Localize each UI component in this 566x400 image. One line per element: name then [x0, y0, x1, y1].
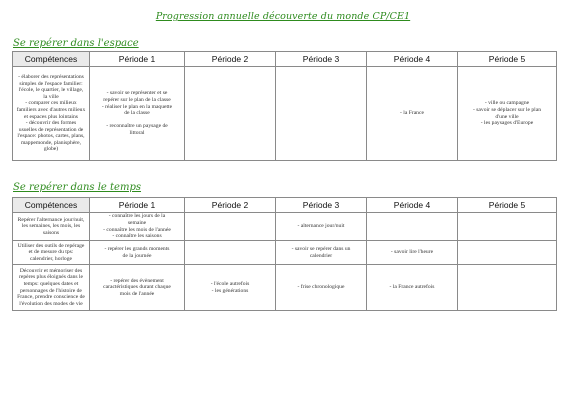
header-periode-1: Période 1	[90, 198, 185, 213]
cell-text-line: l'espace: photos, cartes, plans,	[17, 133, 85, 140]
cell-text-line: - repérer des évènement	[110, 277, 164, 284]
cell-periode-4	[367, 265, 458, 311]
cell-text-line: l'évolution des modes de vie	[19, 300, 83, 307]
cell-text-line: temps: quelques dates et	[23, 280, 79, 287]
cell-competence	[13, 265, 90, 311]
header-periode-3: Période 3	[276, 52, 367, 67]
cell-text-line: - la France	[400, 110, 424, 117]
header-periode-1: Période 1	[90, 52, 185, 67]
cell-text-line: - savoir se représenter et se	[106, 90, 168, 97]
cell-text-line: familiers avec d'autres milieux	[16, 106, 86, 113]
cell-text-line: - l'école autrefois	[210, 280, 250, 287]
cell-text-line: - connaître les jours de la	[108, 213, 166, 220]
cell-text-line: Découvrir et mémoriser des	[19, 267, 83, 274]
cell-competence	[13, 67, 90, 161]
table-row	[13, 67, 557, 161]
cell-text-line: repères plus éloignés dans le	[19, 274, 83, 281]
cell-text-line: - découvrir des formes	[25, 120, 77, 127]
cell-competence	[13, 241, 90, 265]
table-temps	[12, 197, 557, 311]
cell-text-line: Repérer l'alternance jour/nuit,	[17, 216, 85, 223]
cell-text-line: l'école, le quartier, le village,	[18, 87, 84, 94]
cell-competence	[13, 213, 90, 241]
cell-periode-1	[90, 67, 185, 161]
cell-periode-5	[458, 241, 557, 265]
cell-text-line: saisons	[42, 229, 60, 236]
cell-text-line: repérer sur le plan de la classe	[103, 97, 171, 104]
cell-text-line: - savoir lire l'heure	[390, 249, 434, 256]
cell-text-line: littoral	[129, 129, 145, 136]
table-header-row	[13, 198, 557, 213]
cell-periode-3	[276, 265, 367, 311]
cell-text-line: France, prendre conscience de	[17, 294, 85, 301]
cell-periode-5	[458, 265, 557, 311]
cell-text-line: - savoir se déplacer sur le plan	[472, 106, 542, 113]
cell-text-line: - la France autrefois	[389, 284, 435, 291]
cell-text-line: semaine	[127, 219, 147, 226]
cell-periode-2	[185, 265, 276, 311]
table-espace	[12, 51, 557, 161]
cell-text-line: de la journée	[122, 252, 152, 259]
cell-text-line: globe)	[43, 146, 59, 153]
cell-text-line: usuelles de représentation de	[18, 126, 84, 133]
cell-text-line: calendrier	[309, 252, 333, 259]
header-periode-4: Période 4	[367, 52, 458, 67]
header-periode-2: Période 2	[185, 52, 276, 67]
cell-periode-3	[276, 241, 367, 265]
header-competences: Compétences	[13, 198, 90, 213]
cell-periode-4	[367, 67, 458, 161]
section-title-temps: Se repérer dans le temps	[13, 182, 141, 193]
table-header-row	[13, 52, 557, 67]
cell-text-line: - savoir se repérer dans un	[291, 245, 351, 252]
cell-text-line	[91, 117, 183, 124]
cell-periode-5	[458, 213, 557, 241]
header-periode-2: Période 2	[185, 198, 276, 213]
cell-text-line: la ville	[43, 93, 59, 100]
cell-periode-5	[458, 67, 557, 161]
header-periode-3: Période 3	[276, 198, 367, 213]
cell-periode-4	[367, 213, 458, 241]
cell-text-line: Utiliser des outils de repérage	[17, 242, 85, 249]
cell-periode-3	[276, 67, 367, 161]
table-row	[13, 241, 557, 265]
cell-text-line: simples de l'espace familier:	[19, 80, 83, 87]
header-periode-5: Période 5	[458, 52, 557, 67]
cell-periode-2	[185, 241, 276, 265]
cell-text-line: - connaître les mois de l'année	[103, 226, 171, 233]
table-row	[13, 213, 557, 241]
cell-text-line: les semaines, les mois, les	[21, 223, 81, 230]
cell-text-line: caractéristiques durant chaque	[103, 284, 171, 291]
cell-text-line: d'une ville	[495, 113, 519, 120]
cell-text-line: - reconnaître un paysage de	[106, 123, 168, 130]
cell-text-line: et espaces plus lointains	[24, 113, 78, 120]
cell-text-line: - alternance jour/nuit	[297, 223, 345, 230]
cell-periode-2	[185, 67, 276, 161]
cell-text-line: - élaborer des représentations	[18, 73, 84, 80]
table-row	[13, 265, 557, 311]
cell-text-line: - frise chronologique	[297, 284, 345, 291]
header-competences: Compétences	[13, 52, 90, 67]
header-periode-5: Période 5	[458, 198, 557, 213]
cell-periode-1	[90, 213, 185, 241]
section-title-espace: Se repérer dans l'espace	[13, 38, 139, 49]
cell-text-line: - les paysages d'Europe	[480, 120, 534, 127]
header-periode-4: Période 4	[367, 198, 458, 213]
cell-text-line: - comparer ces milieux	[25, 100, 77, 107]
cell-periode-2	[185, 213, 276, 241]
cell-text-line: de la classe	[124, 110, 150, 117]
cell-text-line: mois de l'année	[119, 290, 155, 297]
cell-text-line: mappemonde, planisphère,	[20, 139, 82, 146]
cell-text-line: - les générations	[211, 287, 249, 294]
cell-text-line: - repérer les grands moments	[104, 245, 170, 252]
cell-periode-1	[90, 241, 185, 265]
cell-text-line: - ville ou campagne	[484, 100, 530, 107]
cell-text-line: calendrier, horloge	[29, 255, 73, 262]
cell-text-line: - réaliser le plan en la maquette	[101, 103, 173, 110]
cell-text-line: et de mesure du tps:	[28, 249, 74, 256]
document-title: Progression annuelle découverte du monde CP/CE1	[155, 11, 411, 22]
cell-periode-1	[90, 265, 185, 311]
cell-periode-3	[276, 213, 367, 241]
cell-periode-4	[367, 241, 458, 265]
cell-text-line: - connaître les saisons	[112, 233, 162, 240]
cell-text-line: personnages de l'histoire de	[20, 287, 82, 294]
